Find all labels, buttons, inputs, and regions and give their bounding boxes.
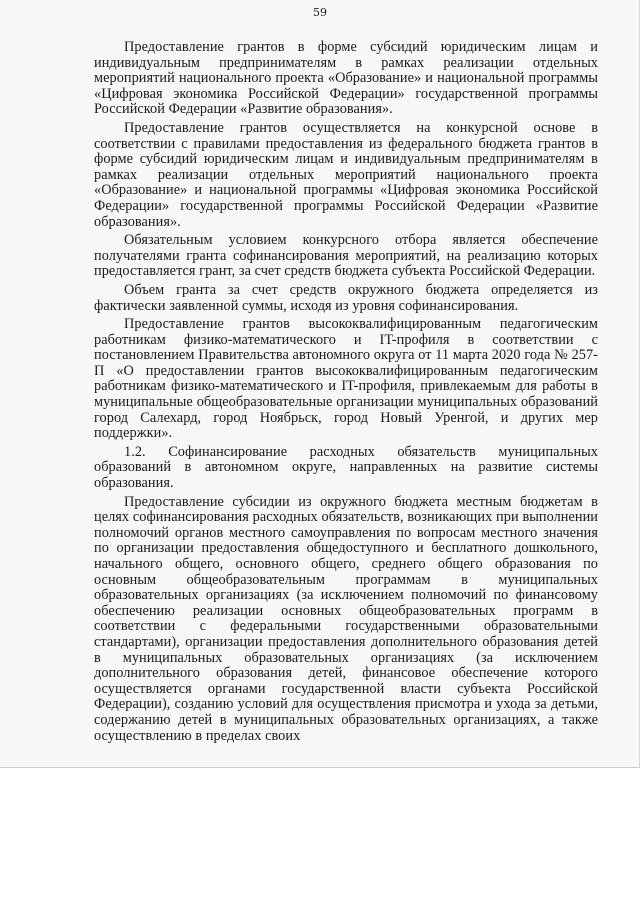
paragraph-grants-subsidies: Предоставление грантов в форме субсидий юридическим лицам и индивидуальным предпринимателям в рамках реализации отдельных мероприятий национального проекта «Образование» и национальной программы «Цифровая экономика Российской Федерации» государственной программы Российской Федерации «Развитие образования». — [94, 39, 598, 118]
paragraph-section-1-2: 1.2. Софинансирование расходных обязательств муниципальных образований в автономном округе, направленных на развитие системы образования. — [94, 443, 598, 492]
paragraph-cofinancing-condition: Обязательным условием конкурсного отбора является обеспечение получателями гранта софинансирования мероприятий, на реализацию которых предоставляется грант, за счет средств бюджета субъекта Российской Федерации. — [94, 232, 598, 280]
paragraph-teacher-grants: Предоставление грантов высококвалифицированным педагогическим работникам физико-математического и IT-профиля в соответствии с постановлением Правительства автономного округа от 11 марта 2020 года № 257-П «О предоставлении грантов высококвалифицированным педагогическим работникам физико-математического и IT-профиля, привлекаемым для работы в муниципальные общеобразовательные организации муниципальных образований город Салехард, город Ноябрьск, город Новый Уренгой, и других мер поддержки». — [94, 316, 598, 442]
paragraph-grant-volume: Объем гранта за счет средств окружного бюджета определяется из фактически заявленной суммы, исходя из уровня софинансирования. — [94, 281, 598, 314]
paragraph-local-budget-subsidy: Предоставление субсидии из окружного бюджета местным бюджетам в целях софинансирования расходных обязательств, возникающих при выполнении полномочий органов местного самоуправления по вопросам местного значения по организации предоставления общедоступного и бесплатного дошкольного, начального общего, основного общего, среднего общего образования по основным общеобразовательным программам в муниципальных образовательных организациях (за исключением полномочий по финансовому обеспечению реализации основных общеобразовательных программ в соответствии с федеральными государственными образовательными стандартами), организации предоставления дополнительного образования детей в муниципальных образовательных организациях (за исключением дополнительного образования детей, финансовое обеспечение которого осуществляется органами государственной власти субъекта Российской Федерации), созданию условий для осуществления присмотра и ухода за детьми, содержанию детей в муниципальных образовательных организациях, а также осуществлению в пределах своих — [94, 493, 598, 744]
paragraph-competitive-basis: Предоставление грантов осуществляется на конкурсной основе в соответствии с правилами предоставления из федерального бюджета грантов в форме субсидий юридическим лицам и индивидуальным предпринимателям в рамках реализации отдельных мероприятий национального проекта «Образование» и национальной программы «Цифровая экономика Российской Федерации» государственной программы Российской Федерации «Развитие образования». — [94, 119, 598, 230]
page-number: 59 — [313, 6, 327, 19]
document-body — [94, 40, 598, 744]
